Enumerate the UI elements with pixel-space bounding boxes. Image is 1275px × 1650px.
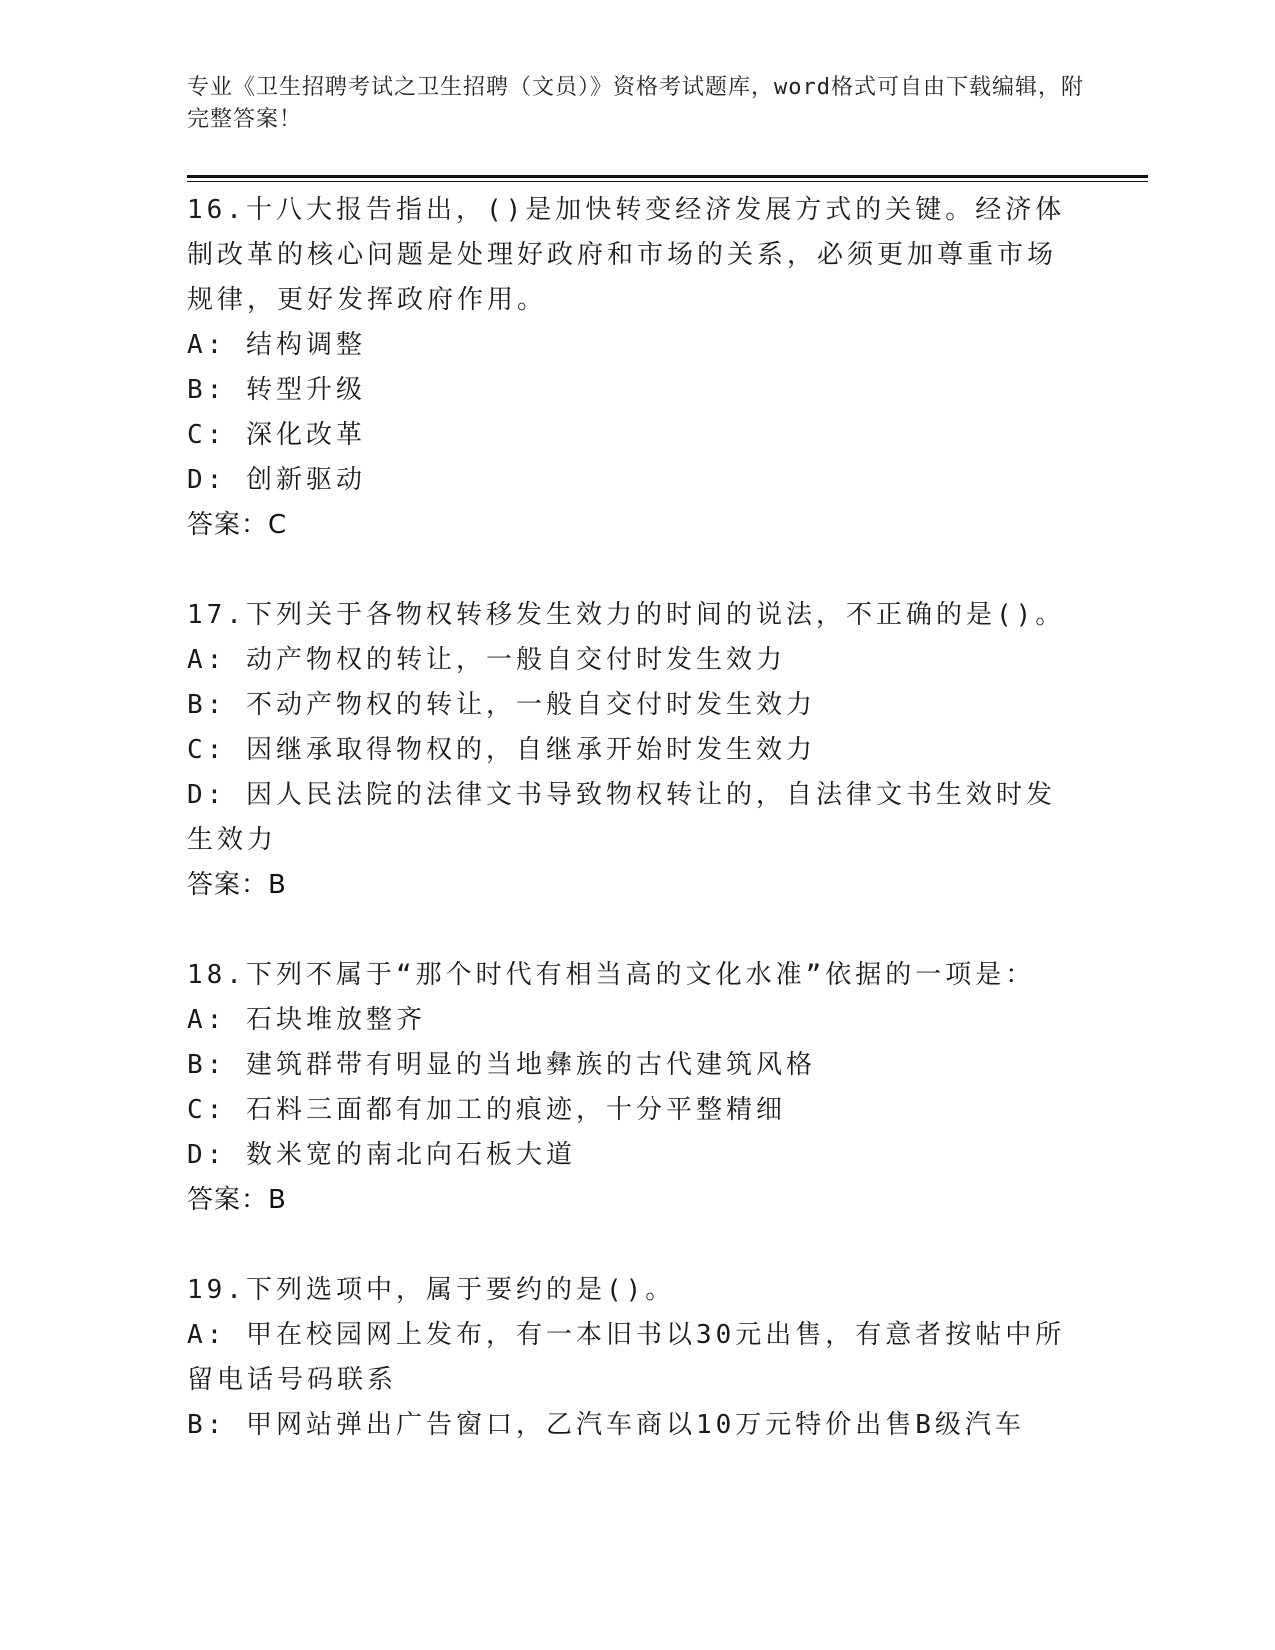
header-rule-thick	[187, 175, 1148, 178]
question-stem: 19.下列选项中，属于要约的是()。	[187, 1275, 676, 1305]
option-c: C: 因继承取得物权的，自继承开始时发生效力	[187, 735, 816, 765]
question-list	[187, 188, 1067, 1493]
question-18	[187, 953, 1067, 1223]
answer-label: 答案：B	[187, 870, 287, 900]
header-rule-thin	[187, 181, 1148, 182]
document-intro: 专业《卫生招聘考试之卫生招聘（文员）》资格考试题库，word格式可自由下载编辑，附完整答案！	[187, 75, 1084, 132]
answer-label: 答案：C	[187, 510, 288, 540]
option-a: A: 甲在校园网上发布，有一本旧书以30元出售，有意者按帖中所留电话号码联系	[187, 1320, 1066, 1395]
question-16	[187, 188, 1067, 548]
option-a: A: 动产物权的转让，一般自交付时发生效力	[187, 645, 786, 675]
option-d: D: 因人民法院的法律文书导致物权转让的，自法律文书生效时发生效力	[187, 780, 1056, 855]
option-b: B: 不动产物权的转让，一般自交付时发生效力	[187, 690, 816, 720]
question-stem: 16.十八大报告指出，()是加快转变经济发展方式的关键。经济体制改革的核心问题是处理好政府和市场的关系，必须更加尊重市场规律，更好发挥政府作用。	[187, 195, 1066, 315]
option-d: D: 数米宽的南北向石板大道	[187, 1140, 576, 1170]
option-a: A: 结构调整	[187, 330, 366, 360]
question-19	[187, 1268, 1067, 1448]
question-17	[187, 593, 1067, 908]
question-stem: 18.下列不属于“那个时代有相当高的文化水准”依据的一项是：	[187, 960, 1036, 990]
option-a: A: 石块堆放整齐	[187, 1005, 426, 1035]
option-c: C: 石料三面都有加工的痕迹，十分平整精细	[187, 1095, 786, 1125]
option-b: B: 甲网站弹出广告窗口，乙汽车商以10万元特价出售B级汽车	[187, 1410, 1025, 1440]
option-b: B: 转型升级	[187, 375, 366, 405]
question-stem: 17.下列关于各物权转移发生效力的时间的说法，不正确的是()。	[187, 600, 1066, 630]
option-c: C: 深化改革	[187, 420, 366, 450]
answer-label: 答案：B	[187, 1185, 287, 1215]
option-d: D: 创新驱动	[187, 465, 366, 495]
option-b: B: 建筑群带有明显的当地彝族的古代建筑风格	[187, 1050, 816, 1080]
